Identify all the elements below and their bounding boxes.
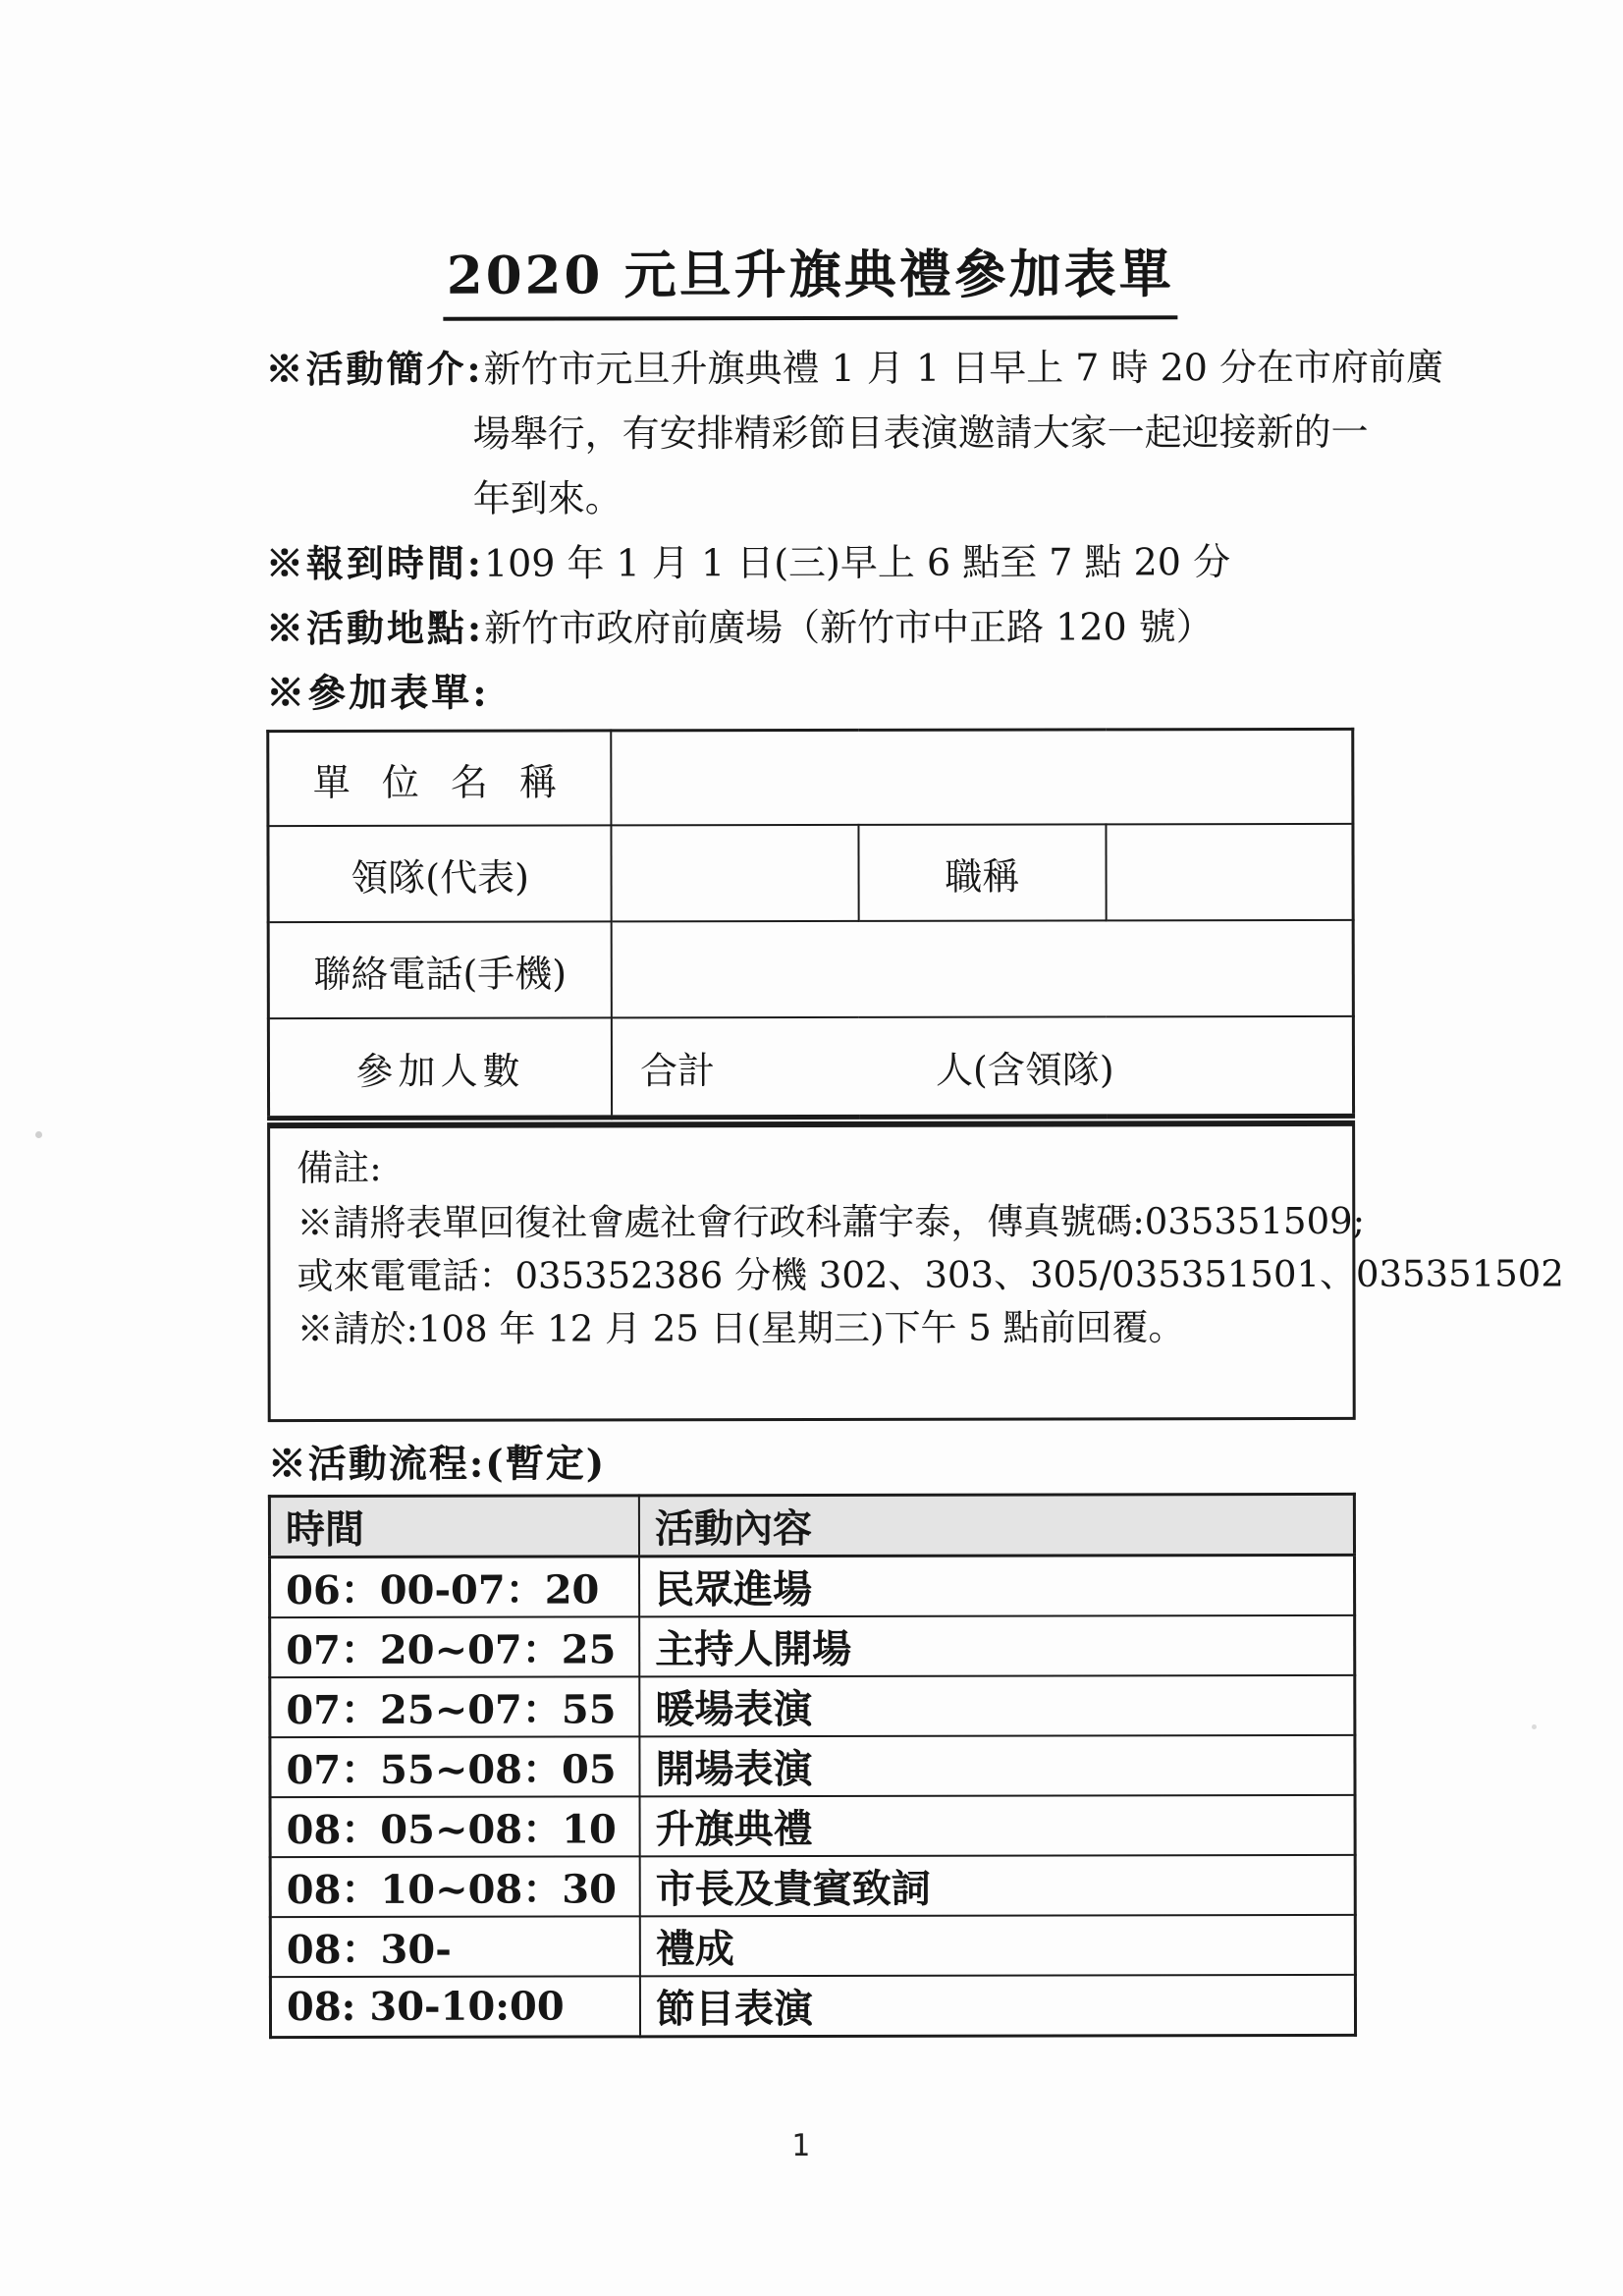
schedule-row — [270, 1675, 1355, 1737]
schedule-row — [270, 1855, 1355, 1917]
participant-count-field — [612, 1016, 1354, 1118]
schedule-activity: 主持人開場 — [639, 1615, 1355, 1677]
schedule-activity: 開場表演 — [639, 1735, 1355, 1797]
leader-label: 領隊(代表) — [268, 825, 612, 922]
schedule-col-activity: 活動內容 — [639, 1494, 1355, 1557]
scan-speck — [1532, 1724, 1537, 1729]
page-number: 1 — [790, 2128, 810, 2164]
scan-speck — [35, 1131, 42, 1138]
intro-line-1 — [265, 335, 1444, 402]
schedule-time: 06：00-07：20 — [270, 1557, 640, 1617]
intro-label: ※活動簡介: — [265, 346, 484, 392]
schedule-row — [270, 1735, 1355, 1797]
schedule-row — [270, 1915, 1355, 1977]
schedule-time: 08：10~08：30 — [270, 1856, 640, 1917]
location-line — [266, 594, 1356, 661]
schedule-row — [270, 1795, 1355, 1857]
document-content — [265, 0, 1564, 2164]
remarks-heading: 備註: — [297, 1146, 382, 1190]
leader-blank-field — [611, 825, 858, 922]
schedule-table — [268, 1493, 1357, 2039]
document-title-text: 2020 元旦升旗典禮參加表單 — [443, 233, 1178, 321]
table-row — [268, 920, 1353, 1018]
table-row — [268, 729, 1353, 826]
job-title-blank-field — [1106, 824, 1353, 921]
table-row — [268, 824, 1353, 922]
schedule-activity: 禮成 — [640, 1915, 1356, 1977]
location-text: 新竹市政府前廣場（新竹市中正路 120 號） — [484, 605, 1214, 650]
schedule-time: 08：30- — [270, 1916, 640, 1977]
schedule-time: 07：20~07：25 — [270, 1616, 640, 1677]
schedule-heading: ※活動流程:(暫定) — [267, 1441, 607, 1488]
schedule-activity: 民眾進場 — [639, 1555, 1355, 1616]
intro-line-3: 年到來。 — [472, 476, 622, 520]
unit-name-label: 單 位 名 稱 — [268, 731, 612, 826]
schedule-activity: 暖場表演 — [639, 1675, 1355, 1737]
checkin-time-label: ※報到時間: — [265, 540, 484, 586]
contact-phone-label: 聯絡電話(手機) — [268, 921, 612, 1018]
schedule-time: 07：55~08：05 — [270, 1736, 640, 1797]
event-info-section — [265, 335, 1444, 726]
remarks-box — [267, 1121, 1564, 1422]
schedule-time: 08：05~08：10 — [270, 1796, 640, 1857]
remark-line-3: ※請於:108 年 12 月 25 日(星期三)下午 5 點前回覆。 — [297, 1306, 1185, 1351]
schedule-row — [270, 1975, 1355, 2038]
schedule-col-time: 時間 — [269, 1496, 639, 1558]
checkin-time-line — [266, 529, 1356, 596]
table-row — [268, 1016, 1353, 1119]
schedule-row — [270, 1615, 1355, 1677]
intro-line-2: 場舉行，有安排精彩節目表演邀請大家一起迎接新的一 — [472, 410, 1369, 456]
schedule-activity: 市長及貴賓致詞 — [640, 1855, 1356, 1917]
schedule-header-row — [269, 1494, 1354, 1557]
location-label: ※活動地點: — [265, 605, 485, 651]
participation-form-heading: ※參加表單: — [266, 670, 490, 717]
count-suffix-label: 人(含領隊) — [935, 1047, 1114, 1092]
job-title-label: 職稱 — [858, 824, 1106, 921]
checkin-time-text: 109 年 1 月 1 日(三)早上 6 點至 7 點 20 分 — [483, 540, 1231, 585]
schedule-time: 08: 30-10:00 — [270, 1976, 640, 2037]
schedule-activity: 節目表演 — [640, 1975, 1356, 2037]
schedule-time: 07：25~07：55 — [270, 1676, 640, 1737]
remark-line-2: 或來電電話：035352386 分機 302、303、305/035351501、035351502 — [297, 1252, 1564, 1298]
schedule-row — [270, 1555, 1355, 1617]
schedule-activity: 升旗典禮 — [640, 1795, 1356, 1857]
unit-name-blank-field — [611, 729, 1353, 825]
participant-count-label: 參加人數 — [268, 1017, 612, 1118]
count-total-label: 合計 — [639, 1048, 716, 1092]
remark-line-1: ※請將表單回復社會處社會行政科蕭宇泰，傳真號碼:035351509; — [297, 1199, 1366, 1245]
contact-phone-blank-field — [612, 920, 1354, 1018]
participation-form-table — [266, 728, 1355, 1121]
document-title — [265, 233, 1355, 321]
intro-text-1: 新竹市元旦升旗典禮 1 月 1 日早上 7 時 20 分在市府前廣 — [483, 345, 1444, 391]
